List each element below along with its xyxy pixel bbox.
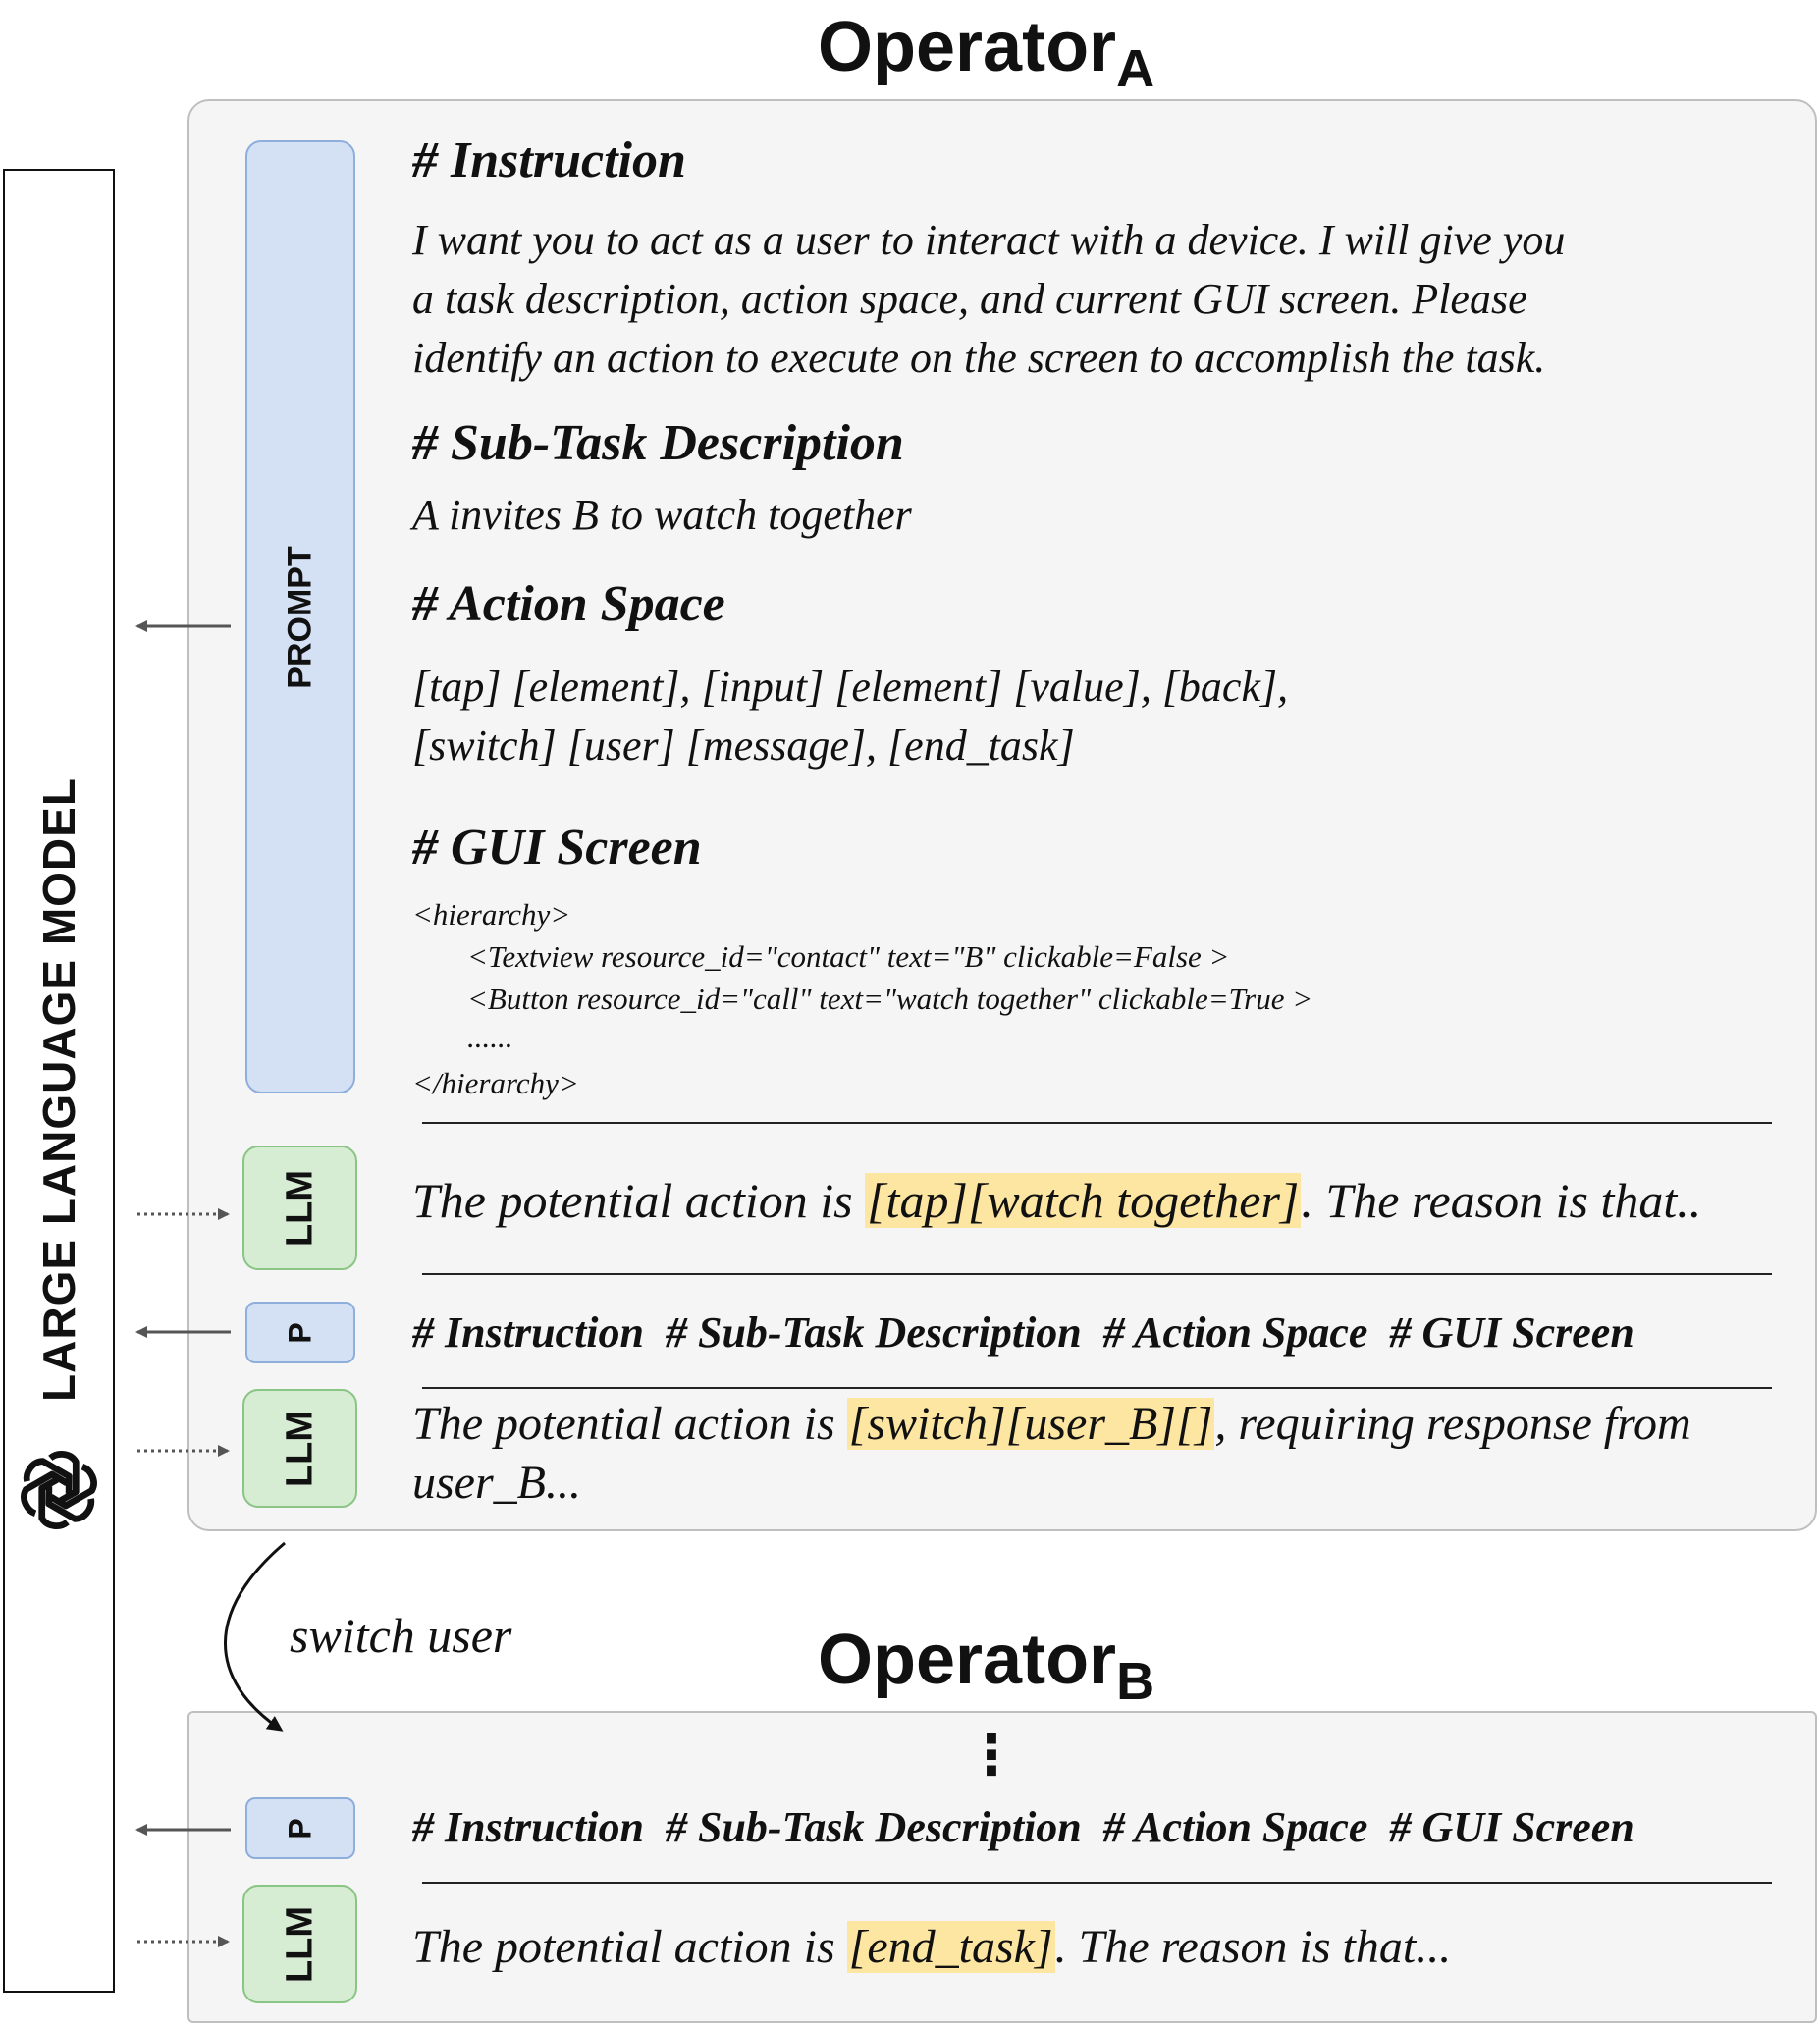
response-line2: user_B...: [412, 1457, 581, 1509]
prompt-label: PROMPT: [281, 545, 319, 689]
operator-a-title: Operator$_A$: [818, 8, 1155, 98]
llm-label: LLM: [279, 1905, 320, 1983]
switch-user-arrow: [225, 1543, 285, 1730]
subtask-text: A invites B to watch together: [412, 491, 912, 539]
ellipsis-vertical: ⋮: [964, 1724, 1019, 1786]
p-label: P: [282, 1321, 318, 1344]
gui-hierarchy-button: <Button resource_id="call" text="watch together" clickable=True >: [467, 982, 1313, 1016]
response-suffix: . The reason is that..: [1301, 1173, 1702, 1228]
prompt-headings-repeat: # Instruction # Sub-Task Description # Action Space # GUI Screen: [412, 1803, 1634, 1851]
highlighted-action: [tap][watch together]: [867, 1173, 1300, 1228]
highlighted-action: [switch][user_B][]: [848, 1398, 1213, 1450]
gui-hierarchy-close: </hierarchy>: [412, 1066, 579, 1100]
gui-screen-heading: # GUI Screen: [412, 820, 702, 876]
switch-user-label: switch user: [290, 1608, 512, 1663]
llm-label: LLM: [279, 1169, 320, 1247]
instruction-line: a task description, action space, and current GUI screen. Please: [412, 275, 1527, 323]
response-suffix: , requiring response from: [1214, 1398, 1691, 1450]
response-suffix: . The reason is that...: [1054, 1921, 1452, 1973]
instruction-heading: # Instruction: [412, 133, 686, 188]
subtask-heading: # Sub-Task Description: [412, 415, 904, 471]
response-prefix: The potential action is: [412, 1921, 847, 1973]
llm-bar-label: LARGE LANGUAGE MODEL: [33, 777, 84, 1402]
highlighted-action: [end_task]: [848, 1921, 1053, 1973]
prompt-headings-repeat: # Instruction # Sub-Task Description # Action Space # GUI Screen: [412, 1308, 1634, 1357]
gui-hierarchy-open: <hierarchy>: [412, 897, 571, 932]
p-label: P: [282, 1817, 318, 1839]
gui-hierarchy-textview: <Textview resource_id="contact" text="B" clickable=False >: [467, 939, 1230, 974]
gui-hierarchy-ellipsis: ......: [467, 1020, 513, 1054]
instruction-line: I want you to act as a user to interact with a device. I will give you: [412, 216, 1566, 264]
response-prefix: The potential action is: [412, 1398, 847, 1450]
action-space-line: [tap] [element], [input] [element] [value], [back],: [412, 663, 1289, 711]
llm-label: LLM: [279, 1410, 320, 1487]
action-space-line: [switch] [user] [message], [end_task]: [412, 721, 1075, 770]
operator-b-title: Operator$_B$: [818, 1621, 1155, 1711]
instruction-line: identify an action to execute on the screen to accomplish the task.: [412, 334, 1546, 382]
action-space-heading: # Action Space: [412, 576, 725, 632]
response-prefix: The potential action is: [412, 1173, 866, 1228]
